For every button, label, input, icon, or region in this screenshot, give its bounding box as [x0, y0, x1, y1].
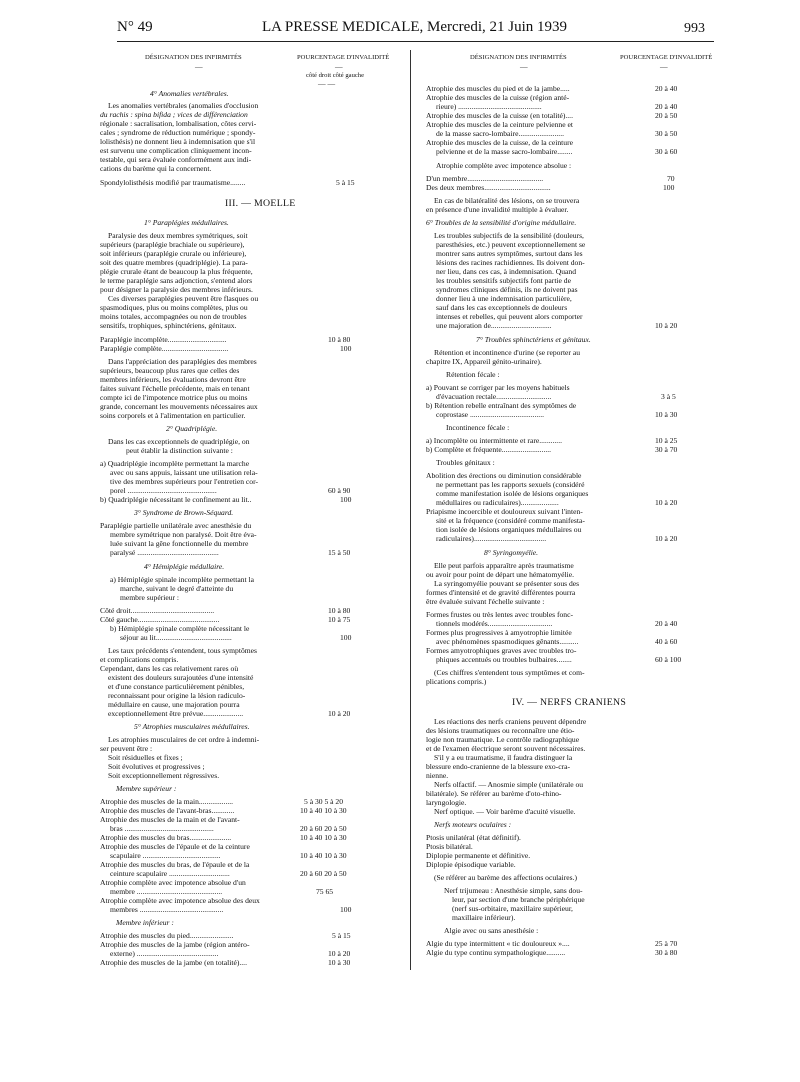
text-line: 10 à 20: [655, 534, 678, 543]
text-line: Atrophie complète avec impotence absolue :: [436, 161, 572, 170]
text-line: 10 à 80: [328, 606, 351, 615]
text-line: Atrophie complète avec impotence absolue des deux: [100, 896, 260, 905]
text-line: Atrophie des muscles de la ceinture pelvienne et: [426, 120, 573, 129]
text-line: Ces diverses paraplégies peuvent être flasques ou: [108, 294, 259, 303]
text-line: Atrophie des muscles de la cuisse (en totalité)....: [426, 111, 573, 120]
text-line: 6° Troubles de la sensibilité d'origine médullaire.: [426, 218, 577, 227]
text-line: 3 à 5: [661, 392, 676, 401]
text-line: 100: [340, 633, 352, 642]
text-line: Soit évolutives et progressives ;: [108, 762, 205, 771]
text-line: chapitre IX, Appareil génito-urinaire).: [426, 357, 542, 366]
text-line: Cependant, dans les cas relativement rares où: [100, 664, 239, 673]
text-line: a) Incomplète ou intermittente et rare............: [426, 436, 563, 445]
text-line: Formes frustes ou très lentes avec troubles fonc-: [426, 610, 573, 619]
text-line: 10 à 20: [655, 321, 678, 330]
text-line: être évaluée suivant l'échelle suivante :: [426, 597, 545, 606]
text-line: Côté gauche...........................................: [100, 615, 220, 624]
text-line: Spondylolisthésis modifié par traumatisme........: [100, 178, 246, 187]
text-line: Soit exceptionnellement régressives.: [108, 771, 220, 780]
text-line: exceptionnellement être prévue.....................: [108, 709, 244, 718]
text-line: séjour au lit........................................: [120, 633, 232, 642]
text-line: 10 à 20: [328, 949, 351, 958]
text-line: laryngologie.: [426, 798, 467, 807]
text-line: Paralysie des deux membres symétriques, soit: [108, 231, 248, 240]
text-line: peut établir la distinction suivante :: [126, 446, 233, 455]
text-line: Algie du type continu sympathologique..........: [426, 948, 566, 957]
text-line: 30 à 80: [655, 948, 678, 957]
text-line: 4° Hémiplégie médullaire.: [144, 562, 225, 571]
text-line: soins corporels et à l'alimentation en particulier.: [100, 411, 246, 420]
text-line: 5 à 15: [336, 178, 355, 187]
text-line: S'il y a eu traumatisme, il faudra distinguer la: [434, 753, 573, 762]
text-line: 20 à 40: [655, 84, 678, 93]
text-line: 2° Quadriplégie.: [166, 424, 218, 433]
text-line: 10 à 25: [655, 436, 678, 445]
text-line: Soit résiduelles et fixes ;: [108, 753, 183, 762]
text-line: syndromes cliniques définis, ils ne doivent pas: [436, 285, 578, 294]
text-line: les troubles sensitifs subjectifs font partie de: [436, 276, 571, 285]
text-line: le terme paraplégie sans adjonction, s'entend alors: [100, 276, 253, 285]
text-line: tion isolée de lésions organiques médullaires ou: [436, 525, 582, 534]
text-line: Algie avec ou sans anesthésie :: [444, 926, 539, 935]
text-line: Ptosis bilatéral.: [426, 842, 473, 851]
text-line: ne permettant pas les rapports sexuels (considéré: [436, 480, 585, 489]
text-line: Atrophie des muscles de l'épaule et de la ceinture: [100, 842, 250, 851]
text-line: (Ces chiffres s'entendent tous symptômes et com-: [434, 668, 585, 677]
text-line: bilatérale). Se référer au barème d'oto-rhino-: [426, 789, 562, 798]
text-line: plications compris.): [426, 677, 487, 686]
text-line: La syringomyélie pouvant se présenter sous des: [434, 579, 580, 588]
text-line: 7° Troubles sphinctériens et génitaux.: [476, 335, 591, 344]
text-line: leur, par section d'une branche périphérique: [452, 895, 585, 904]
text-line: b) Complète et fréquente..........................: [426, 445, 552, 454]
text-line: Abolition des érections ou diminution considérable: [426, 471, 582, 480]
text-line: Atrophie des muscles de la jambe (en totalité)....: [100, 958, 247, 967]
text-line: formes d'intensité et de gravité différentes pourra: [426, 588, 576, 597]
text-line: en présence d'une invalidité multiple à évaluer.: [426, 205, 569, 214]
text-line: —: [520, 62, 528, 71]
text-line: Diplopie épisodique variable.: [426, 860, 516, 869]
text-line: Nerfs olfactif. — Anosmie simple (unilatérale ou: [434, 780, 584, 789]
text-line: Atrophie des muscles de la main et de l'avant-: [100, 815, 240, 824]
text-line: a) Quadriplégie incomplète permettant la marche: [100, 459, 250, 468]
text-line: Les troubles subjectifs de la sensibilité (douleurs,: [434, 231, 584, 240]
text-line: spasmodiques, plus ou moins complètes, plus ou: [100, 303, 248, 312]
text-line: Paraplégie incomplète...............................: [100, 335, 227, 344]
text-line: supérieurs, beaucoup plus rares que celles des: [100, 366, 240, 375]
column-divider: [410, 50, 411, 970]
text-line: cations du barème qui la concernent.: [100, 164, 212, 173]
text-line: Rétention et incontinence d'urine (se reporter au: [434, 348, 581, 357]
text-line: Atrophie des muscles de la main..................: [100, 797, 234, 806]
text-line: paralysé ...........................................: [110, 548, 219, 557]
text-line: IV. — NERFS CRANIENS: [512, 697, 627, 708]
text-line: a) Hémiplégie spinale incomplète permettant la: [110, 575, 255, 584]
text-line: paresthésies, etc.) peuvent exceptionnellement se: [436, 240, 586, 249]
text-line: membre .............................................: [110, 887, 223, 896]
text-line: ou avoir pour point de départ une hématomyélie.: [426, 570, 575, 579]
text-line: —: [660, 62, 668, 71]
text-line: Atrophie des muscles de l'avant-bras............: [100, 806, 235, 815]
text-line: Atrophie des muscles du pied et de la jambe.....: [426, 84, 570, 93]
text-line: Les taux précédents s'entendent, tous symptômes: [108, 646, 257, 655]
text-line: En cas de bilatéralité des lésions, on se trouvera: [434, 196, 580, 205]
text-line: médullaires ou radiculaires)....................: [436, 498, 559, 507]
text-line: Troubles génitaux :: [436, 458, 495, 467]
text-line: Atrophie des muscles de la cuisse, de la ceinture: [426, 138, 573, 147]
text-line: comme manifestation isolée de lésions organiques: [436, 489, 589, 498]
text-line: 20 à 40: [655, 102, 678, 111]
text-line: Atrophie des muscles du bras, de l'épaule et de la: [100, 860, 250, 869]
text-line: Rétention fécale :: [446, 370, 500, 379]
text-line: 25 à 70: [655, 939, 678, 948]
text-line: POURCENTAGE D'INVALIDITÉ: [297, 54, 390, 61]
text-line: membre supérieur :: [120, 593, 180, 602]
text-line: 10 à 40 10 à 30: [300, 851, 347, 860]
text-line: III. — MOELLE: [225, 198, 296, 209]
text-line: Atrophie complète avec impotence absolue d'un: [100, 878, 246, 887]
text-line: Atrophie des muscles du bras......................: [100, 833, 232, 842]
text-line: faites suivant l'échelle précédente, mais en tenant: [100, 384, 250, 393]
text-line: sité et la fréquence (considéré comme manifesta-: [436, 516, 585, 525]
text-line: 10 à 80: [328, 335, 351, 344]
text-line: 3° Syndrome de Brown-Séquard.: [134, 508, 234, 517]
text-line: logie non traumatique. Le contrôle radiographique: [426, 735, 580, 744]
text-line: 10 à 75: [328, 615, 351, 624]
text-line: médullaire en cause, une majoration pourra: [108, 700, 240, 709]
text-line: tionnels modérés..................................: [436, 619, 553, 628]
text-line: ceinture scapulaire ................................: [110, 869, 230, 878]
text-line: 20 à 50: [655, 111, 678, 120]
text-line: soit inférieurs (paraplégie crurale ou inférieure),: [100, 249, 247, 258]
text-line: (Se référer au barème des affections oculaires.): [434, 873, 578, 882]
text-line: intenses et rebelles, qui peuvent alors comporter: [436, 312, 583, 321]
text-line: pelvienne et de la masse sacro-lombaire........: [436, 147, 573, 156]
text-line: 75 65: [316, 887, 334, 896]
text-line: Les anomalies vertébrales (anomalies d'occlusion: [108, 101, 259, 110]
text-line: Formes amyotrophiques graves avec troubles tro-: [426, 646, 577, 655]
text-line: plégie crurale étant de beaucoup la plus fréquente,: [100, 267, 253, 276]
text-line: 100: [340, 344, 352, 353]
text-line: POURCENTAGE D'INVALIDITÉ: [620, 54, 713, 61]
text-line: 10 à 30: [655, 410, 678, 419]
text-line: et complications compris.: [100, 655, 179, 664]
text-line: 10 à 20: [328, 709, 351, 718]
text-line: existent des douleurs surajoutées d'une intensité: [108, 673, 254, 682]
text-line: Atrophie des muscles du pied.......................: [100, 931, 234, 940]
text-line: Algie du type intermittent « tic douloureux »....: [426, 939, 570, 948]
text-line: 5 à 15: [332, 931, 351, 940]
text-line: cales ; syndrome de réduction numérique ; spondy-: [100, 128, 256, 137]
text-line: Côté droit............................................: [100, 606, 215, 615]
text-line: du rachis : spina bifida ; vices de différenciation: [100, 110, 248, 119]
text-line: D'un membre........................................: [426, 174, 544, 183]
text-line: une majoration de................................: [436, 321, 552, 330]
text-line: avec ou sans appuis, laissant une utilisation rela-: [110, 468, 258, 477]
text-line: reconnaissant pour origine la lésion radiculo-: [108, 691, 246, 700]
text-line: 30 à 60: [655, 147, 678, 156]
text-line: 70: [667, 174, 675, 183]
text-line: Nerf optique. — Voir barème d'acuité visuelle.: [434, 807, 576, 816]
text-line: —: [335, 62, 343, 71]
text-line: nienne.: [426, 771, 449, 780]
text-line: lolisthésis) ne donnent lieu à indemnisation que s'il: [100, 137, 256, 146]
text-line: maxillaire inférieur).: [452, 913, 516, 922]
header-rule: [117, 41, 714, 42]
text-line: sauf dans les cas exceptionnels de douleurs: [436, 303, 568, 312]
text-line: Paraplégie partielle unilatérale avec anesthésie du: [100, 521, 252, 530]
text-line: est survenu une complication cliniquement incon-: [100, 146, 252, 155]
text-line: 10 à 30: [328, 958, 351, 967]
text-line: sensitifs, trophiques, sphinctériens, génitaux.: [100, 321, 237, 330]
text-line: 20 à 40: [655, 619, 678, 628]
text-line: (nerf sus-orbitaire, maxillaire supérieur,: [452, 904, 573, 913]
text-line: supérieurs (paraplégie brachiale ou supérieure),: [100, 240, 245, 249]
text-line: 1° Paraplégies médullaires.: [144, 218, 229, 227]
text-line: — —: [318, 79, 336, 88]
masthead-title: LA PRESSE MEDICALE, Mercredi, 21 Juin 1939: [262, 19, 567, 35]
page-no: N° 49: [117, 19, 153, 35]
text-line: Dans l'appréciation des paraplégies des membres: [108, 357, 257, 366]
text-line: b) Rétention rebelle entraînant des symptômes de: [426, 401, 577, 410]
text-line: régionale : sacralisation, lombalisation, côtes cervi-: [100, 119, 257, 128]
text-line: de la masse sacro-lombaire........................: [436, 129, 565, 138]
text-line: Ptosis unilatéral (état définitif).: [426, 833, 521, 842]
text-line: DÉSIGNATION DES INFIRMITÉS: [470, 54, 567, 61]
text-line: externe) ...........................................: [110, 949, 219, 958]
text-line: Formes plus progressives à amyotrophie limitée: [426, 628, 572, 637]
text-line: lésions des racines rachidiennes. Ils doivent don-: [436, 258, 585, 267]
text-line: porel ...............................................: [110, 486, 217, 495]
text-line: Des deux membres...................................: [426, 183, 551, 192]
text-line: 60 à 90: [328, 486, 351, 495]
text-line: 100: [340, 905, 352, 914]
text-line: 8° Syringomyélie.: [484, 548, 539, 557]
text-line: —: [195, 62, 203, 71]
text-line: membres ............................................: [110, 905, 224, 914]
text-line: Nerf trijumeau : Anesthésie simple, sans dou-: [444, 886, 583, 895]
text-line: 15 à 50: [328, 548, 351, 557]
text-line: et de l'examen électrique seront souvent nécessaires.: [426, 744, 586, 753]
text-line: 10 à 40 10 à 30: [300, 806, 347, 815]
text-line: 5 à 30 5 à 20: [304, 797, 344, 806]
text-line: membre symétrique non paralysé. Doit être éva-: [110, 530, 257, 539]
text-line: membres inférieurs, les évaluations devront être: [100, 375, 246, 384]
text-line: tive des membres supérieurs pour l'entretien cor-: [110, 477, 258, 486]
text-line: b) Quadriplégie nécessitant le confinement au lit..: [100, 495, 252, 504]
page-number: 993: [684, 21, 705, 36]
text-line: Elle peut parfois apparaître après traumatisme: [434, 561, 574, 570]
text-line: montrer sans autres symptômes, surtout dans les: [436, 249, 583, 258]
text-line: compte ici de l'impotence motrice plus ou moins: [100, 393, 248, 402]
text-line: donner lieu à une indemnisation particulière,: [436, 294, 572, 303]
text-line: Les réactions des nerfs craniens peuvent dépendre: [434, 717, 587, 726]
text-line: DÉSIGNATION DES INFIRMITÉS: [145, 54, 242, 61]
text-line: marche, suivant le degré d'atteinte du: [120, 584, 234, 593]
text-line: Diplopie permanente et définitive.: [426, 851, 531, 860]
text-line: 100: [663, 183, 675, 192]
text-line: testable, qui sera évaluée conformément aux indi-: [100, 155, 252, 164]
text-line: Membre supérieur :: [116, 784, 177, 793]
text-line: coprostase .......................................: [436, 410, 544, 419]
text-line: ser peuvent être :: [100, 744, 153, 753]
text-line: radiculaires)......................................: [436, 534, 547, 543]
text-line: des lésions traumatiques ou reconnaître une étio-: [426, 726, 575, 735]
text-line: Atrophie des muscles de la jambe (région antéro-: [100, 940, 250, 949]
text-line: côté droit côté gauche: [306, 72, 365, 79]
text-line: pour désigner la paralysie des membres inférieurs.: [100, 285, 253, 294]
text-line: soit des quatre membres (quadriplégie). La para-: [100, 258, 248, 267]
text-line: Priapisme incoercible et douloureux suivant l'inten-: [426, 507, 583, 516]
text-line: 20 à 60 20 à 50: [300, 824, 347, 833]
text-line: 10 à 40 10 à 30: [300, 833, 347, 842]
text-line: Nerfs moteurs oculaires :: [434, 820, 512, 829]
text-line: et d'une constance particulièrement pénibles,: [108, 682, 245, 691]
text-line: 40 à 60: [655, 637, 678, 646]
text-line: moins totales, accompagnées ou non de troubles: [100, 312, 247, 321]
text-line: 4° Anomalies vertébrales.: [150, 89, 229, 98]
text-line: scapulaire .........................................: [110, 851, 221, 860]
text-line: grande, concernant les mouvements nécessaires aux: [100, 402, 258, 411]
text-line: rieure) ............................................: [436, 102, 542, 111]
text-line: luée suivant la gêne fonctionnelle du membre: [110, 539, 249, 548]
text-line: 60 à 100: [655, 655, 682, 664]
text-line: 30 à 70: [655, 445, 678, 454]
text-line: Membre inférieur :: [116, 918, 174, 927]
text-line: phiques accentués ou troubles bulbaires........: [436, 655, 572, 664]
text-line: Dans les cas exceptionnels de quadriplégie, on: [108, 437, 250, 446]
text-line: ner lieu, dans ces cas, à indemnisation. Quand: [436, 267, 577, 276]
text-line: d'évacuation rectale.............................: [436, 392, 552, 401]
text-line: Paraplégie complète...................................: [100, 344, 229, 353]
text-line: 20 à 60 20 à 50: [300, 869, 347, 878]
text-line: a) Pouvant se corriger par les moyens habituels: [426, 383, 570, 392]
text-line: Les atrophies musculaires de cet ordre à indemni-: [108, 735, 260, 744]
text-line: b) Hémiplégie spinale complète nécessitant le: [110, 624, 250, 633]
text-line: Atrophie des muscles de la cuisse (région anté-: [426, 93, 570, 102]
text-line: bras ...............................................: [110, 824, 214, 833]
text-line: 5° Atrophies musculaires médullaires.: [134, 722, 250, 731]
text-line: 10 à 20: [655, 498, 678, 507]
text-line: 30 à 50: [655, 129, 678, 138]
text-line: Incontinence fécale :: [446, 423, 510, 432]
text-line: blessure endo-cranienne de la blessure exo-cra-: [426, 762, 570, 771]
text-line: 100: [340, 495, 352, 504]
text-line: avec phénomènes spasmodiques gênants..........: [436, 637, 579, 646]
